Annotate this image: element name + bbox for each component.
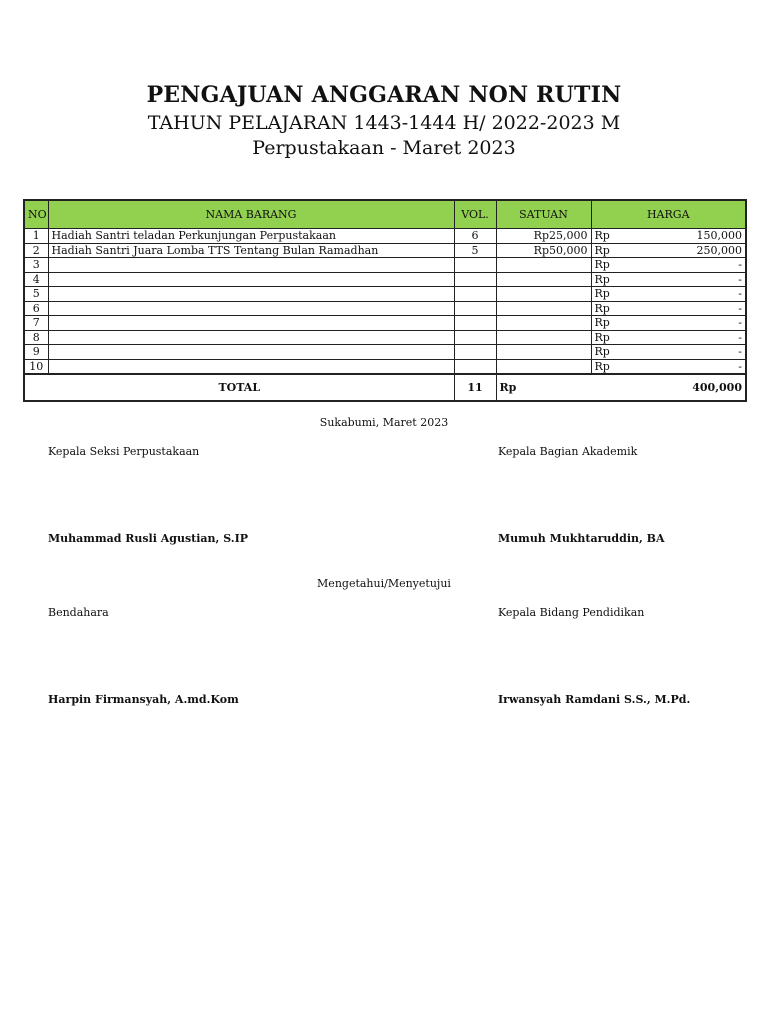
document-subtitle: Perpustakaan - Maret 2023 <box>252 137 516 159</box>
row-nama-barang <box>48 272 454 287</box>
row-harga: - <box>738 359 742 373</box>
row-no: 1 <box>24 229 48 244</box>
row-no: 5 <box>24 287 48 302</box>
row-nama-barang <box>48 330 454 345</box>
row-harga: - <box>738 301 742 315</box>
row-currency: Rp <box>594 287 610 301</box>
row-no: 3 <box>24 258 48 273</box>
budget-table <box>23 199 747 402</box>
row-vol <box>454 316 496 331</box>
row-satuan <box>496 359 591 374</box>
row-harga: - <box>738 345 742 359</box>
signer-right-role: Kepala Bagian Akademik <box>498 445 638 458</box>
row-no: 2 <box>24 243 48 258</box>
row-vol <box>454 330 496 345</box>
table-row <box>24 229 746 244</box>
row-vol <box>454 258 496 273</box>
table-row <box>24 345 746 360</box>
table-row <box>24 316 746 331</box>
total-harga: 400,000 <box>692 381 742 394</box>
row-harga: 150,000 <box>696 229 742 243</box>
row-satuan: Rp50,000 <box>496 243 591 258</box>
signer-right-name: Mumuh Mukhtaruddin, BA <box>498 532 665 545</box>
row-currency: Rp <box>594 272 610 286</box>
row-harga-cell <box>591 316 746 331</box>
table-row <box>24 330 746 345</box>
row-satuan <box>496 301 591 316</box>
row-no: 7 <box>24 316 48 331</box>
row-nama-barang <box>48 301 454 316</box>
row-currency: Rp <box>594 359 610 373</box>
row-harga: - <box>738 272 742 286</box>
row-currency: Rp <box>594 316 610 330</box>
row-harga-cell <box>591 287 746 302</box>
col-header-satuan: SATUAN <box>496 200 591 229</box>
table-row <box>24 243 746 258</box>
row-nama-barang: Hadiah Santri teladan Perkunjungan Perpustakaan <box>48 229 454 244</box>
document-title: PENGAJUAN ANGGARAN NON RUTIN <box>146 82 622 108</box>
row-no: 4 <box>24 272 48 287</box>
row-no: 8 <box>24 330 48 345</box>
row-harga-cell <box>591 229 746 244</box>
row-harga: - <box>738 330 742 344</box>
row-vol: 6 <box>454 229 496 244</box>
row-satuan <box>496 258 591 273</box>
total-harga-cell <box>496 374 746 401</box>
row-nama-barang <box>48 258 454 273</box>
education-head-role: Kepala Bidang Pendidikan <box>498 606 645 619</box>
table-header-row <box>24 200 746 229</box>
table-row <box>24 301 746 316</box>
place-date: Sukabumi, Maret 2023 <box>319 416 449 429</box>
row-harga-cell <box>591 258 746 273</box>
row-nama-barang <box>48 345 454 360</box>
row-satuan <box>496 272 591 287</box>
row-currency: Rp <box>594 301 610 315</box>
row-vol <box>454 272 496 287</box>
total-vol: 11 <box>454 374 496 401</box>
treasurer-name: Harpin Firmansyah, A.md.Kom <box>48 693 239 706</box>
total-row <box>24 374 746 401</box>
row-harga: - <box>738 316 742 330</box>
row-currency: Rp <box>594 345 610 359</box>
row-satuan <box>496 287 591 302</box>
row-nama-barang <box>48 316 454 331</box>
col-header-vol: VOL. <box>454 200 496 229</box>
row-harga: - <box>738 287 742 301</box>
row-harga-cell <box>591 243 746 258</box>
row-satuan: Rp25,000 <box>496 229 591 244</box>
row-nama-barang: Hadiah Santri Juara Lomba TTS Tentang Bulan Ramadhan <box>48 243 454 258</box>
row-vol <box>454 287 496 302</box>
row-vol <box>454 301 496 316</box>
row-nama-barang <box>48 359 454 374</box>
row-currency: Rp <box>594 243 610 257</box>
row-currency: Rp <box>594 258 610 272</box>
row-vol <box>454 345 496 360</box>
row-harga: - <box>738 258 742 272</box>
col-header-nama-barang: NAMA BARANG <box>48 200 454 229</box>
row-harga-cell <box>591 272 746 287</box>
row-currency: Rp <box>594 330 610 344</box>
academic-year: TAHUN PELAJARAN 1443-1444 H/ 2022-2023 M <box>147 112 621 134</box>
row-no: 10 <box>24 359 48 374</box>
row-vol: 5 <box>454 243 496 258</box>
row-nama-barang <box>48 287 454 302</box>
row-harga-cell <box>591 359 746 374</box>
row-satuan <box>496 316 591 331</box>
row-harga-cell <box>591 330 746 345</box>
table-row <box>24 272 746 287</box>
table-row <box>24 258 746 273</box>
table-row <box>24 287 746 302</box>
treasurer-role: Bendahara <box>48 606 109 619</box>
row-no: 6 <box>24 301 48 316</box>
row-vol <box>454 359 496 374</box>
col-header-no: NO <box>24 200 48 229</box>
approval-label: Mengetahui/Menyetujui <box>317 577 451 590</box>
table-row <box>24 359 746 374</box>
signer-left-role: Kepala Seksi Perpustakaan <box>48 445 200 458</box>
education-head-name: Irwansyah Ramdani S.S., M.Pd. <box>498 693 691 706</box>
total-currency: Rp <box>499 381 517 394</box>
row-harga: 250,000 <box>696 243 742 257</box>
col-header-harga: HARGA <box>591 200 746 229</box>
row-no: 9 <box>24 345 48 360</box>
row-currency: Rp <box>594 229 610 243</box>
row-satuan <box>496 330 591 345</box>
row-harga-cell <box>591 301 746 316</box>
signer-left-name: Muhammad Rusli Agustian, S.IP <box>48 532 249 545</box>
row-satuan <box>496 345 591 360</box>
row-harga-cell <box>591 345 746 360</box>
total-label: TOTAL <box>24 374 454 401</box>
